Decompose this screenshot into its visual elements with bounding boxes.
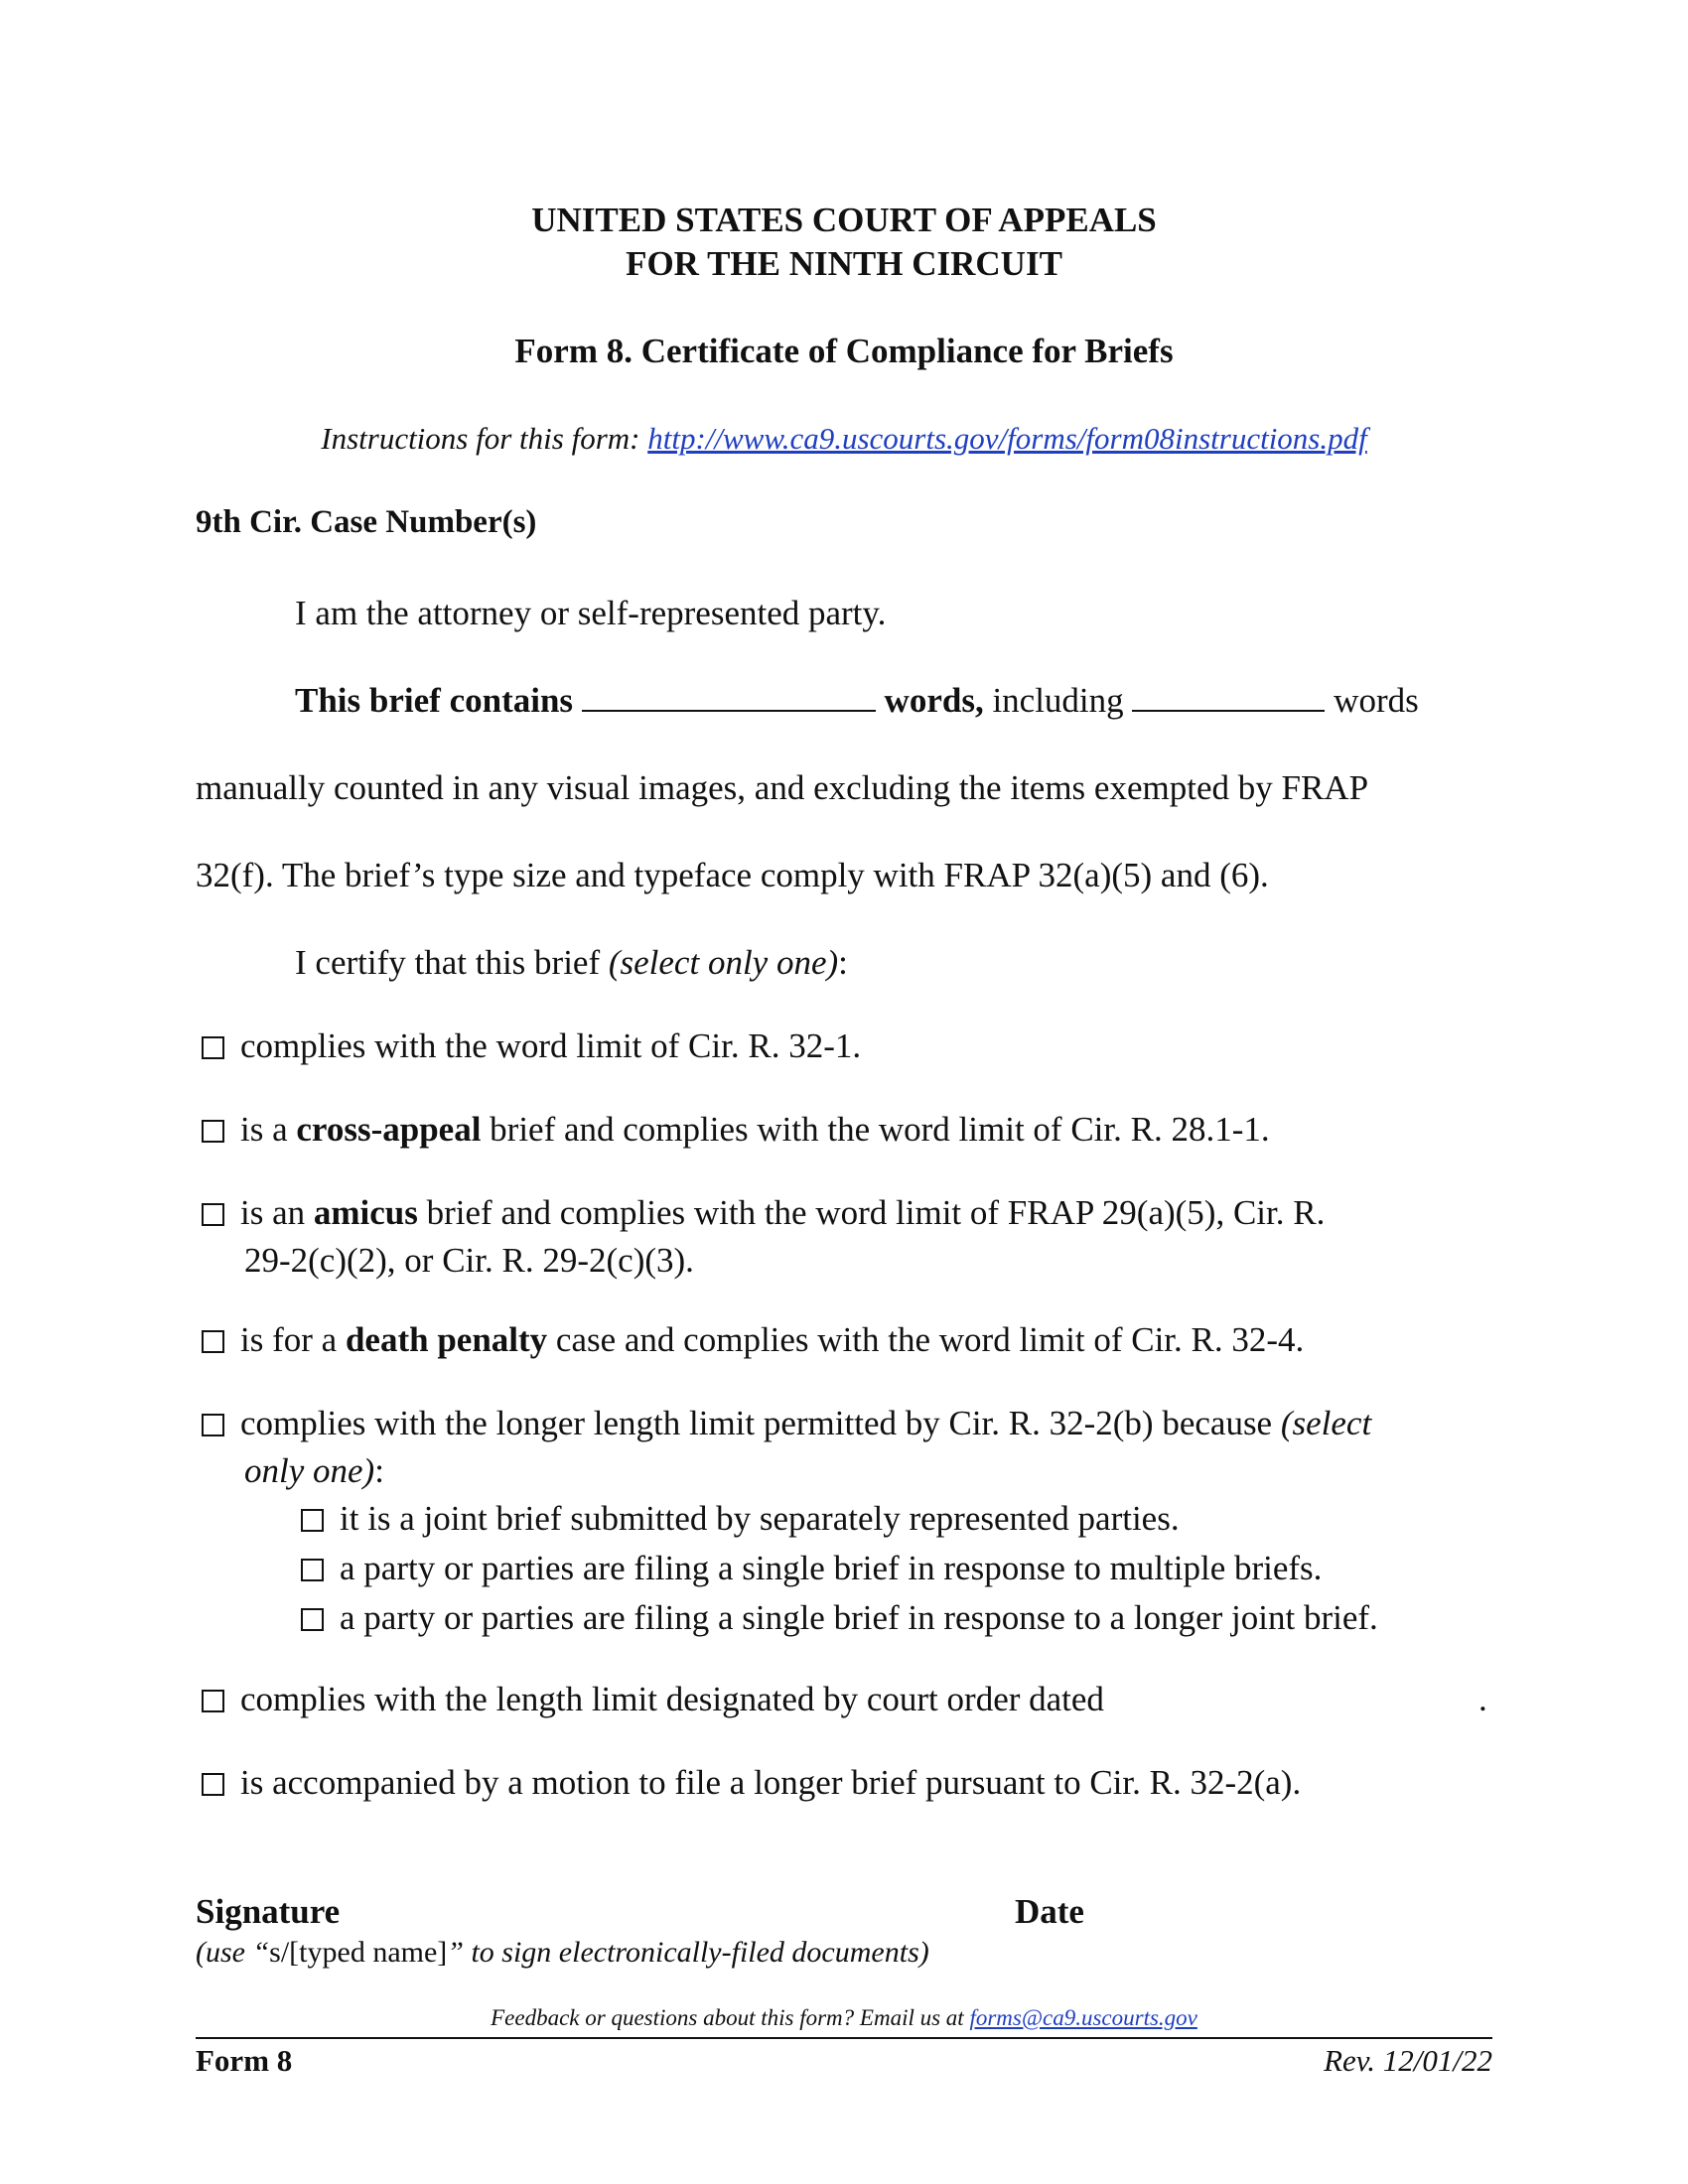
suboption-multiple-briefs-checkbox[interactable] [301, 1559, 324, 1581]
option-longer-length-colon: : [374, 1451, 384, 1490]
manual-word-count-blank[interactable] [1132, 680, 1325, 712]
body-line-3: 32(f). The brief’s type size and typeface comply with FRAP 32(a)(5) and (6). [196, 856, 1269, 894]
option-cross-appeal-text-c: brief and complies with the word limit of Cir. R. 28.1-1. [481, 1110, 1270, 1149]
suboption-longer-joint-brief [301, 1594, 1378, 1642]
option-cross-appeal-bold: cross-appeal [296, 1110, 482, 1149]
option-amicus-text-a: is an [240, 1193, 314, 1232]
option-court-order-text: complies with the length limit designated by court order dated [240, 1680, 1104, 1718]
option-cross-appeal [202, 1106, 1270, 1154]
words-prefix: This brief contains [295, 681, 582, 720]
option-word-limit-checkbox[interactable] [202, 1036, 224, 1059]
option-word-limit [202, 1023, 861, 1070]
option-motion-longer-brief [202, 1759, 1301, 1807]
certify-italic: (select only one) [608, 943, 839, 982]
suboption-multiple-briefs-text: a party or parties are filing a single brief in response to multiple briefs. [340, 1549, 1323, 1587]
word-count-blank[interactable] [582, 680, 876, 712]
signature-label: Signature [196, 1892, 341, 1931]
suboption-longer-joint-brief-checkbox[interactable] [301, 1608, 324, 1631]
instructions-label: Instructions for this form: [321, 421, 648, 456]
attorney-statement: I am the attorney or self-represented party. [295, 594, 887, 632]
instructions-line [0, 421, 1688, 457]
option-death-penalty-bold: death penalty [345, 1320, 548, 1359]
option-longer-length-text-a: complies with the longer length limit permitted by Cir. R. 32-2(b) because [240, 1404, 1281, 1442]
option-amicus-checkbox[interactable] [202, 1203, 224, 1226]
option-death-penalty [202, 1316, 1304, 1364]
suboption-multiple-briefs [301, 1545, 1322, 1592]
option-motion-longer-brief-text: is accompanied by a motion to file a longer brief pursuant to Cir. R. 32-2(a). [240, 1763, 1302, 1802]
option-amicus [202, 1189, 1325, 1237]
signature-note-a: (use “ [196, 1936, 270, 1969]
option-court-order-checkbox[interactable] [202, 1690, 224, 1712]
option-longer-length-checkbox[interactable] [202, 1414, 224, 1436]
option-longer-length-italic: (select [1280, 1404, 1372, 1442]
body-line-2: manually counted in any visual images, and excluding the items exempted by FRAP [196, 768, 1369, 807]
footer-form-label: Form 8 [196, 2043, 293, 2078]
option-court-order [202, 1676, 1104, 1723]
suboption-joint-brief-checkbox[interactable] [301, 1509, 324, 1532]
feedback-line [0, 2005, 1688, 2031]
option-amicus-bold: amicus [313, 1193, 418, 1232]
court-name-line2: FOR THE NINTH CIRCUIT [626, 244, 1062, 283]
words-suffix: words [1325, 681, 1419, 720]
form-title: Form 8. Certificate of Compliance for Briefs [514, 332, 1174, 370]
option-death-penalty-text-a: is for a [240, 1320, 346, 1359]
signature-note [196, 1936, 929, 1970]
option-longer-length [202, 1400, 1371, 1447]
certify-suffix: : [838, 943, 848, 982]
feedback-email-link[interactable]: forms@ca9.uscourts.gov [969, 2005, 1197, 2030]
date-label: Date [1015, 1892, 1084, 1931]
suboption-longer-joint-brief-text: a party or parties are filing a single brief in response to a longer joint brief. [340, 1598, 1378, 1637]
option-motion-longer-brief-checkbox[interactable] [202, 1773, 224, 1796]
footer-divider [196, 2037, 1492, 2039]
option-death-penalty-text-c: case and complies with the word limit of Cir. R. 32-4. [547, 1320, 1305, 1359]
feedback-text: Feedback or questions about this form? Email us at [491, 2005, 970, 2030]
option-cross-appeal-text-a: is a [240, 1110, 297, 1149]
court-name-line1: UNITED STATES COURT OF APPEALS [531, 201, 1157, 239]
signature-note-typed-name: s/[typed name] [269, 1936, 448, 1969]
words-including: including [983, 681, 1133, 720]
option-longer-length-line-2 [244, 1447, 384, 1495]
certify-prefix: I certify that this brief [295, 943, 609, 982]
option-word-limit-text: complies with the word limit of Cir. R. 32-1. [240, 1026, 862, 1065]
option-amicus-line-2: 29-2(c)(2), or Cir. R. 29-2(c)(3). [244, 1241, 694, 1280]
option-court-order-period: . [1478, 1680, 1487, 1718]
signature-note-c: ” to sign electronically-filed documents) [447, 1936, 929, 1969]
suboption-joint-brief-text: it is a joint brief submitted by separately represented parties. [340, 1499, 1180, 1538]
words-mid: words, [875, 681, 984, 720]
option-death-penalty-checkbox[interactable] [202, 1330, 224, 1353]
certify-line [295, 941, 848, 985]
case-number-label: 9th Cir. Case Number(s) [196, 504, 537, 540]
instructions-link[interactable]: http://www.ca9.uscourts.gov/forms/form08instructions.pdf [647, 421, 1367, 456]
option-cross-appeal-checkbox[interactable] [202, 1120, 224, 1143]
option-amicus-text-c: brief and complies with the word limit of FRAP 29(a)(5), Cir. R. [417, 1193, 1326, 1232]
suboption-joint-brief [301, 1495, 1180, 1543]
option-longer-length-italic-2: only one) [244, 1451, 375, 1490]
footer-revision: Rev. 12/01/22 [1324, 2043, 1492, 2078]
word-count-line [295, 679, 1419, 723]
